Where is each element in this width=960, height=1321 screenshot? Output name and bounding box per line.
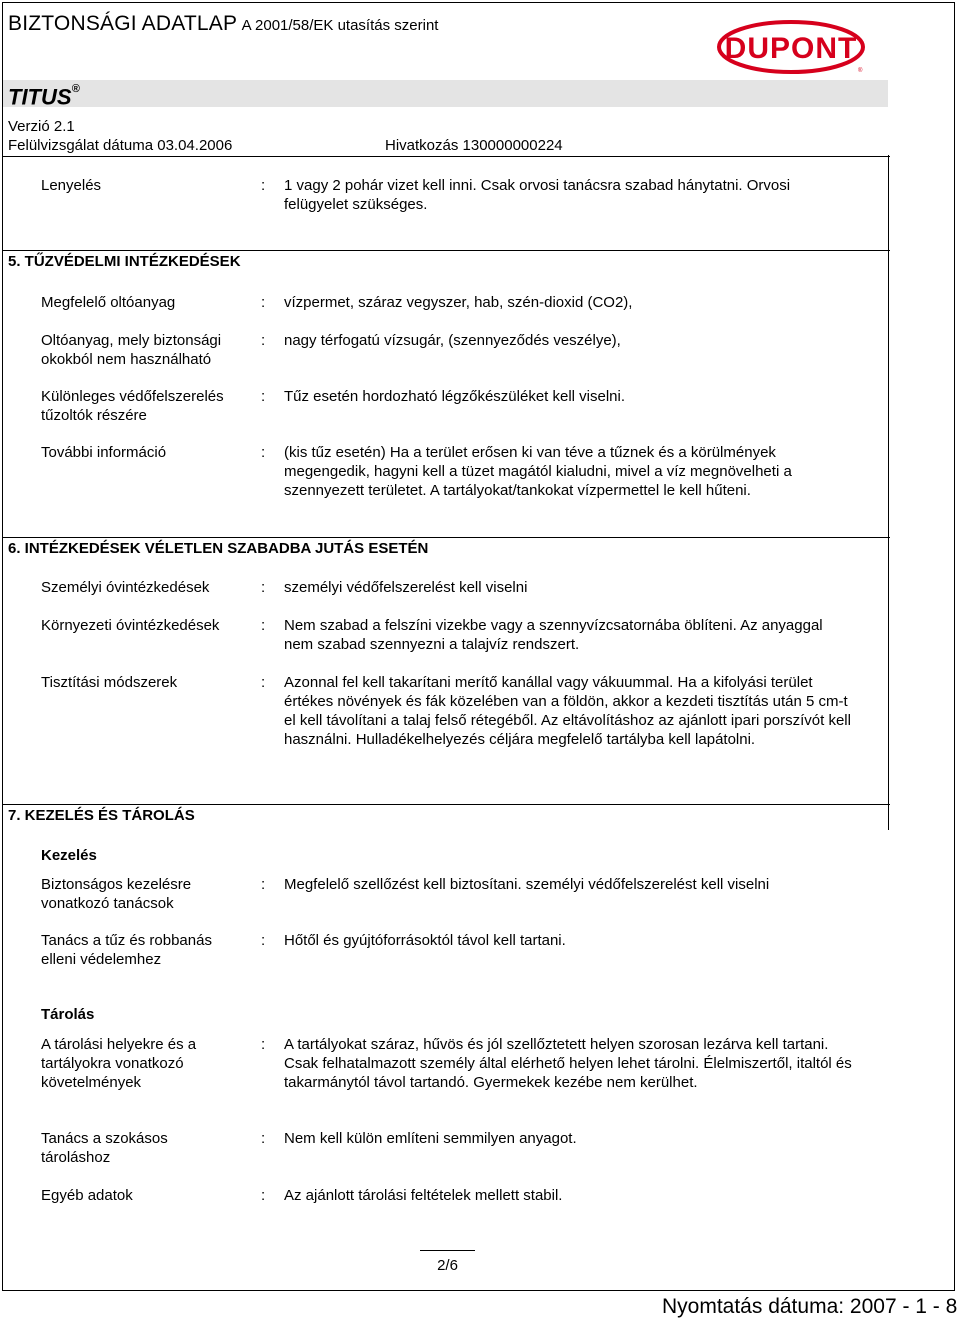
storage-title: Tárolás (41, 1006, 95, 1023)
section-5-divider (3, 250, 890, 251)
handling-title: Kezelés (41, 847, 97, 864)
row-colon: : (261, 876, 266, 893)
section-6-divider (3, 537, 890, 538)
row-colon: : (261, 388, 266, 405)
logo-registered-mark: ® (858, 68, 863, 74)
row-label: Tanács a szokásos tároláshoz (41, 1130, 168, 1166)
row-colon: : (261, 177, 266, 194)
reference-number: Hivatkozás 130000000224 (385, 137, 563, 154)
registered-mark: ® (71, 83, 80, 95)
row-value: A tartályokat száraz, hűvös és jól szellőztetett helyen szorosan lezárva kell tartani. Csak felhatalmazott személy által elérhető helyen lehet tárolni. Élelmiszertől, italtól és takarmánytól távol tartandó. Gyermekek kezébe nem kerülhet. (284, 1036, 852, 1091)
row-colon: : (261, 444, 266, 461)
row-colon: : (261, 1036, 266, 1053)
page-number: 2/6 (437, 1257, 458, 1274)
row-label: Környezeti óvintézkedések (41, 617, 220, 634)
revision-date: Felülvizsgálat dátuma 03.04.2006 (8, 137, 233, 154)
row-colon: : (261, 674, 266, 691)
row-value: nagy térfogatú vízsugár, (szennyeződés veszélye), (284, 332, 621, 349)
row-value: Hőtől és gyújtóforrásoktól távol kell tartani. (284, 932, 566, 949)
row-value: Megfelelő szellőzést kell biztosítani. személyi védőfelszerelést kell viselni (284, 876, 770, 893)
document-title (8, 12, 438, 36)
row-label: Biztonságos kezelésre vonatkozó tanácsok (41, 876, 192, 912)
dupont-logo-icon (716, 20, 866, 74)
row-value: Azonnal fel kell takarítani merítő kanállal vagy vákuummal. Ha a kifolyási terület értékes növények és fák közelében van a földön, akkor a kezdeti tisztítás után 5 cm-t el kell távolítani a talaj felső rétegéből. Az eltávolításhoz az ajánlott ipari porszívót kell használni. Hulladékelhelyezés céljára megfelelő tartályba kell lapátolni. (284, 674, 851, 748)
product-label: TITUS (8, 84, 72, 110)
version: Verzió 2.1 (8, 118, 75, 135)
row-label: Különleges védőfelszerelés tűzoltók részére (41, 388, 224, 424)
row-value: (kis tűz esetén) Ha a terület erősen ki van téve a tűznek és a körülmények megengedik, hagyni kell a tüzet magától kialudni, mivel a víz megnövelheti a szennyezett területet. A tartályokat/tankokat vízpermettel le kell hűteni. (284, 444, 792, 499)
print-date: Nyomtatás dátuma: 2007 - 1 - 8 (662, 1295, 958, 1318)
row-value: Tűz esetén hordozható légzőkészüléket kell viselni. (284, 388, 626, 405)
header-divider (3, 156, 890, 157)
row-value: Az ajánlott tárolási feltételek mellett stabil. (284, 1187, 563, 1204)
row-label: További információ (41, 444, 167, 461)
row-label: Tanács a tűz és robbanás elleni védelemhez (41, 932, 212, 968)
section-6-title: 6. INTÉZKEDÉSEK VÉLETLEN SZABADBA JUTÁS ESETÉN (8, 540, 429, 557)
product-bar (3, 80, 888, 110)
row-colon: : (261, 1187, 266, 1204)
row-label: Személyi óvintézkedések (41, 579, 210, 596)
title-regulation: A 2001/58/EK utasítás szerint (241, 17, 439, 34)
section-7-title: 7. KEZELÉS ÉS TÁROLÁS (8, 807, 195, 824)
content-right-rule (888, 155, 889, 830)
row-value: vízpermet, száraz vegyszer, hab, szén-dioxid (CO2), (284, 294, 633, 311)
row-value: 1 vagy 2 pohár vizet kell inni. Csak orvosi tanácsra szabad hánytatni. Orvosi felügyelet szükséges. (284, 177, 791, 213)
row-label: Tisztítási módszerek (41, 674, 178, 691)
row-label: Megfelelő oltóanyag (41, 294, 176, 311)
product-name (8, 80, 80, 110)
row-value: személyi védőfelszerelést kell viselni (284, 579, 528, 596)
row-colon: : (261, 617, 266, 634)
logo-text: DUPONT (724, 32, 858, 65)
row-colon: : (261, 932, 266, 949)
row-label: Egyéb adatok (41, 1187, 133, 1204)
section-5-title: 5. TŰZVÉDELMI INTÉZKEDÉSEK (8, 253, 241, 270)
row-colon: : (261, 294, 266, 311)
row-colon: : (261, 332, 266, 349)
row-label: Oltóanyag, mely biztonsági okokból nem használható (41, 332, 222, 368)
title-main: BIZTONSÁGI ADATLAP (8, 12, 238, 35)
row-label: A tárolási helyekre és a tartályokra vonatkozó követelmények (41, 1036, 197, 1091)
row-colon: : (261, 579, 266, 596)
row-value: Nem kell külön említeni semmilyen anyagot. (284, 1130, 577, 1147)
page-number-rule (420, 1250, 475, 1251)
section-7-divider (3, 804, 890, 805)
row-colon: : (261, 1130, 266, 1147)
row-value: Nem szabad a felszíni vizekbe vagy a szennyvízcsatornába öblíteni. Az anyaggal nem szabad szennyezni a talajvíz rendszert. (284, 617, 823, 653)
row-label: Lenyelés (41, 177, 102, 194)
